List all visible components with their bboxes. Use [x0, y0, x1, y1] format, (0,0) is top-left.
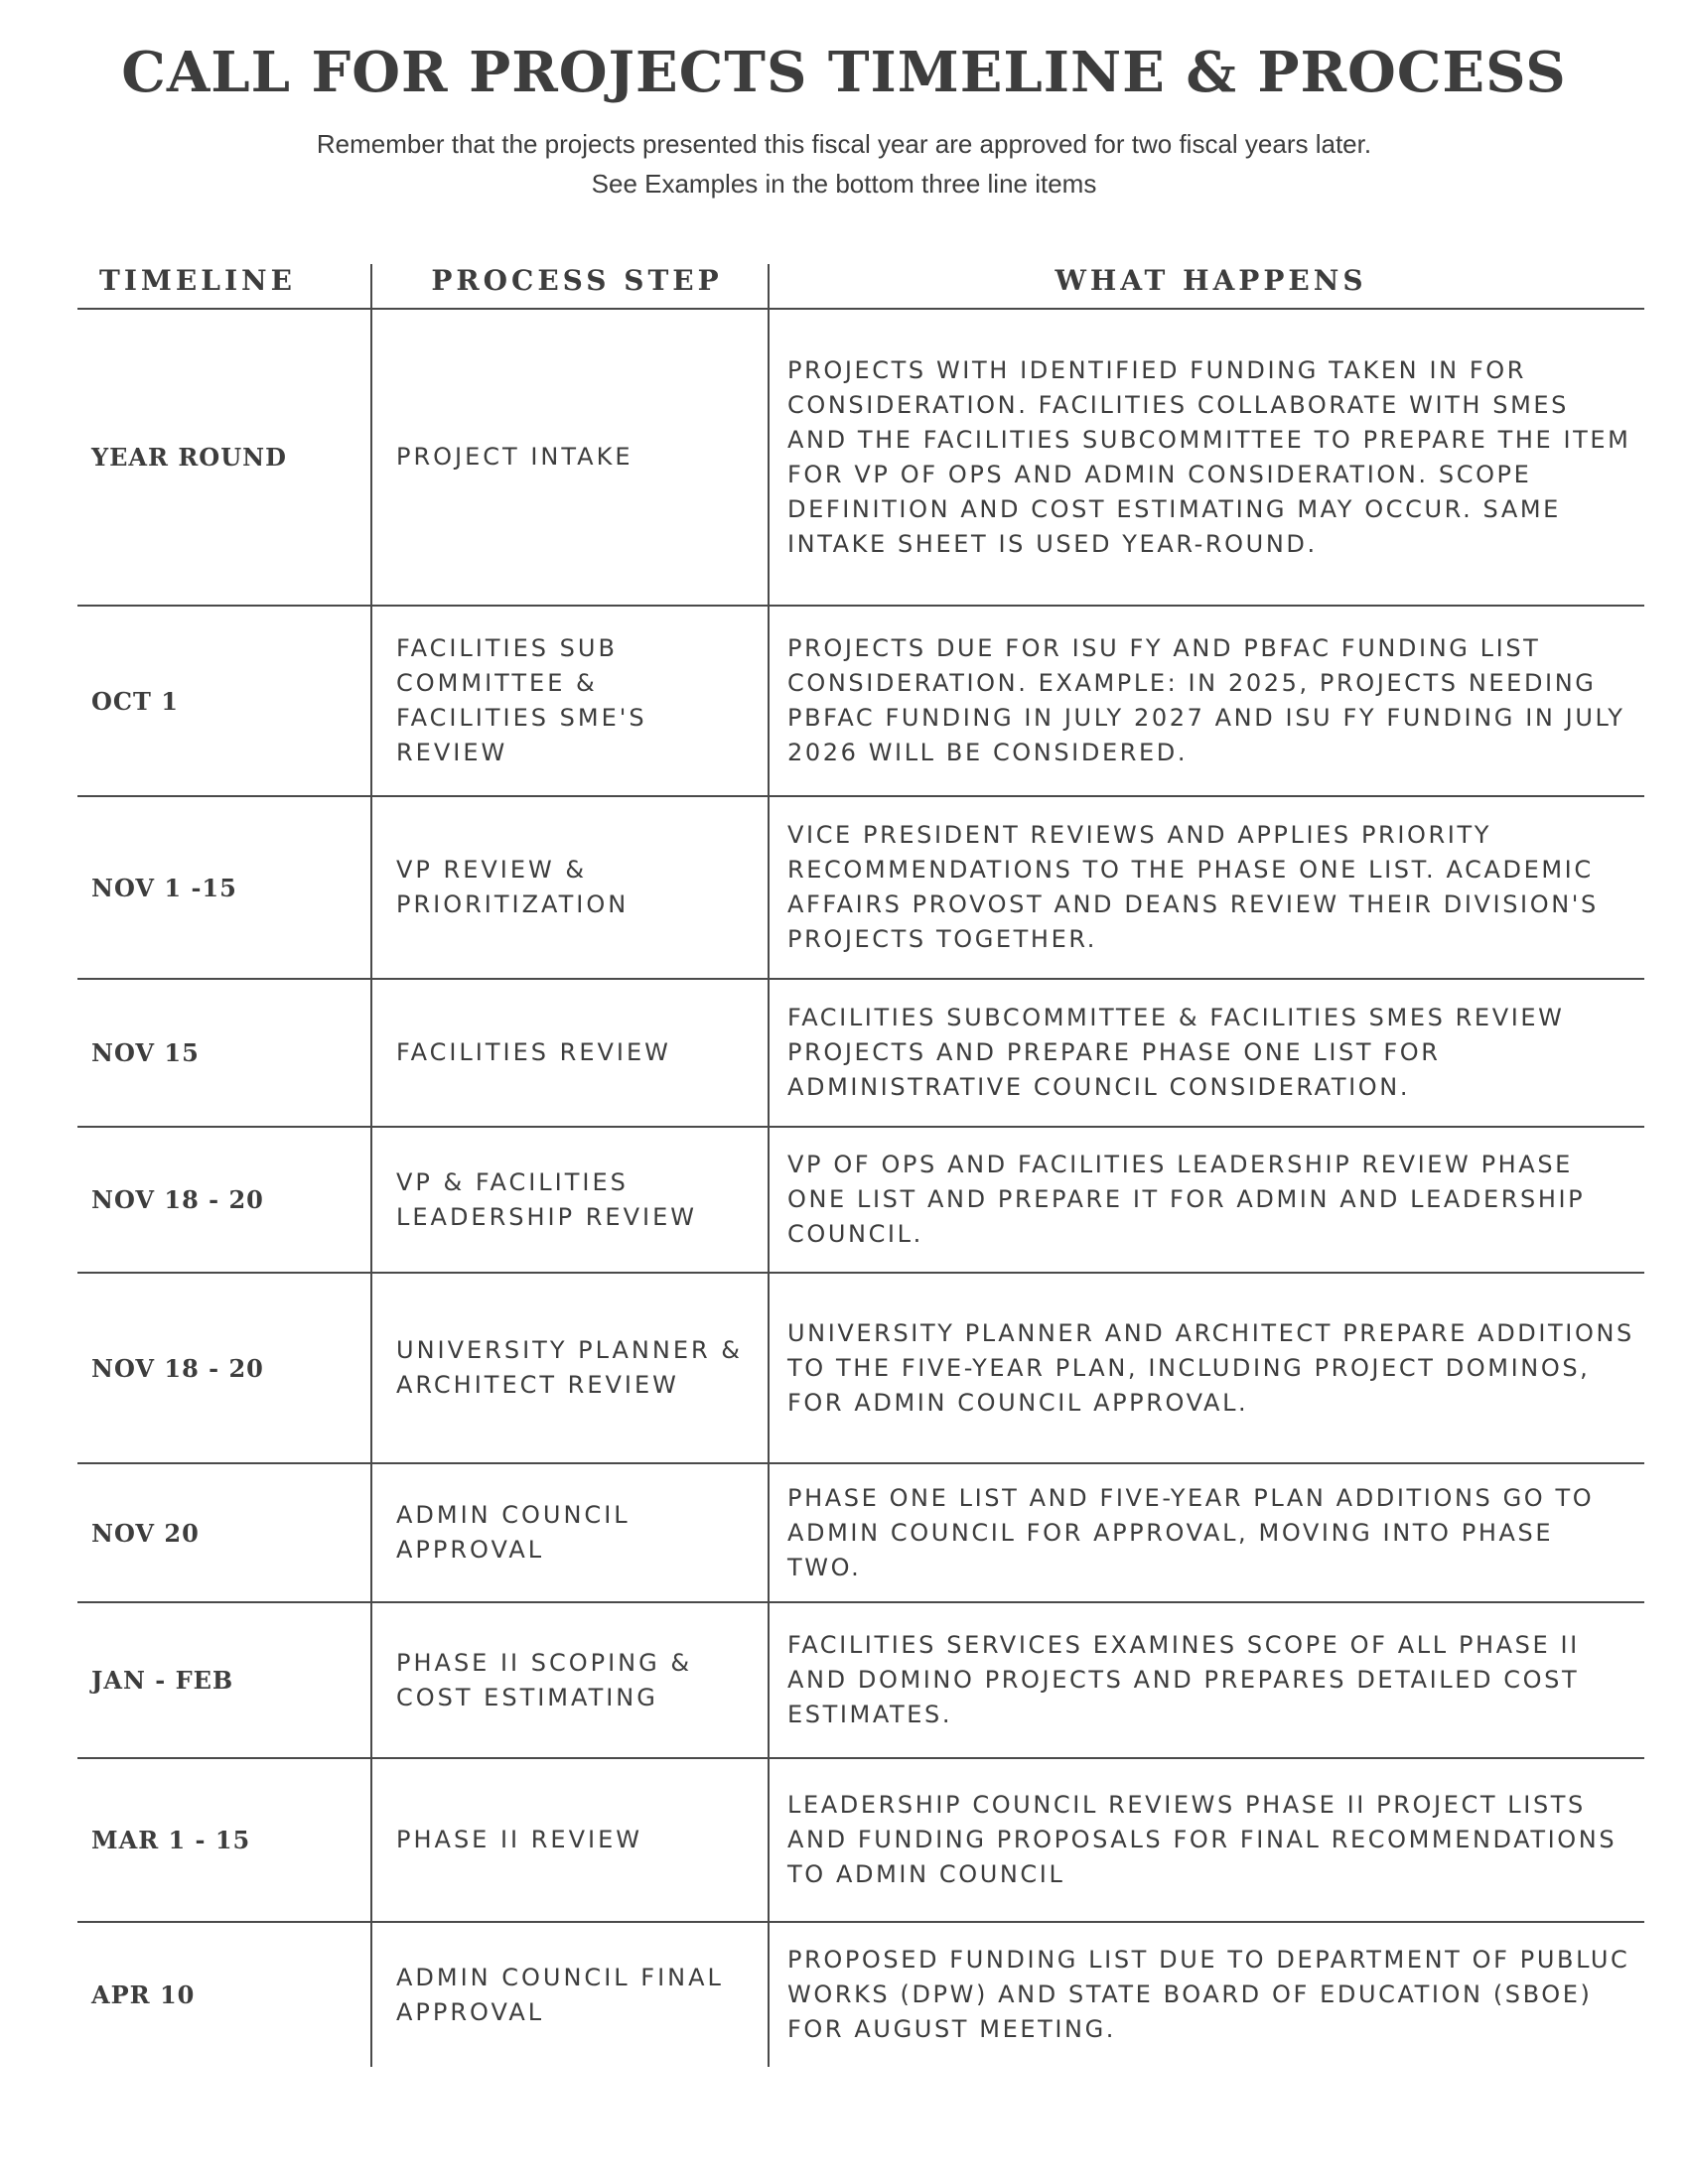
what-happens-cell: PROPOSED FUNDING LIST DUE TO DEPARTMENT OF PUBLUC WORKS (DPW) AND STATE BOARD OF EDUCATION (SBOE) FOR AUGUST MEETING. [787, 1946, 1630, 2043]
timeline-cell: NOV 18 - 20 [91, 1185, 264, 1214]
table-header-row [77, 264, 1644, 310]
timeline-cell: MAR 1 - 15 [91, 1826, 251, 1854]
what-happens-cell: PHASE ONE LIST AND FIVE-YEAR PLAN ADDITIONS GO TO ADMIN COUNCIL FOR APPROVAL, MOVING INTO PHASE TWO. [787, 1483, 1595, 1581]
what-happens-cell: UNIVERSITY PLANNER AND ARCHITECT PREPARE ADDITIONS TO THE FIVE-YEAR PLAN, INCLUDING PROJECT DOMINOS, FOR ADMIN COUNCIL APPROVAL. [787, 1318, 1634, 1417]
timeline-table [77, 264, 1644, 2067]
table-row [77, 1274, 1644, 1464]
process-step-cell: ADMIN COUNCIL FINAL APPROVAL [396, 1963, 724, 2026]
timeline-cell: APR 10 [91, 1980, 196, 2009]
table-row [77, 980, 1644, 1128]
timeline-cell: NOV 15 [91, 1038, 200, 1067]
process-step-cell: VP REVIEW & PRIORITIZATION [396, 856, 630, 918]
process-step-cell: UNIVERSITY PLANNER & ARCHITECT REVIEW [396, 1336, 744, 1399]
timeline-cell: JAN - FEB [91, 1666, 234, 1695]
process-step-cell: ADMIN COUNCIL APPROVAL [396, 1501, 631, 1564]
column-header-process-step: PROCESS STEP [370, 264, 768, 308]
process-step-cell: FACILITIES REVIEW [396, 1038, 671, 1066]
what-happens-cell: FACILITIES SUBCOMMITTEE & FACILITIES SMES REVIEW PROJECTS AND PREPARE PHASE ONE LIST FOR ADMINISTRATIVE COUNCIL CONSIDERATION. [787, 1004, 1565, 1101]
what-happens-cell: PROJECTS WITH IDENTIFIED FUNDING TAKEN IN FOR CONSIDERATION. FACILITIES COLLABORATE WITH SMES AND THE FACILITIES SUBCOMMITTEE TO PREPARE THE ITEM FOR VP OF OPS AND ADMIN CONSIDERATION. SCOPE DEFINITION AND COST ESTIMATING MAY OCCUR. SAME INTAKE SHEET IS USED YEAR-ROUND. [787, 355, 1631, 558]
table-row [77, 797, 1644, 980]
process-step-cell: PROJECT INTAKE [396, 443, 633, 471]
what-happens-cell: FACILITIES SERVICES EXAMINES SCOPE OF ALL PHASE II AND DOMINO PROJECTS AND PREPARES DETAILED COST ESTIMATES. [787, 1631, 1580, 1728]
table-row [77, 607, 1644, 797]
timeline-cell: OCT 1 [91, 686, 179, 716]
table-row [77, 1464, 1644, 1603]
what-happens-cell: LEADERSHIP COUNCIL REVIEWS PHASE II PROJECT LISTS AND FUNDING PROPOSALS FOR FINAL RECOMMENDATIONS TO ADMIN COUNCIL [787, 1791, 1618, 1888]
what-happens-cell: VICE PRESIDENT REVIEWS AND APPLIES PRIORITY RECOMMENDATIONS TO THE PHASE ONE LIST. ACADEMIC AFFAIRS PROVOST AND DEANS REVIEW THEIR DIVISION'S PROJECTS TOGETHER. [787, 821, 1599, 953]
table-row [77, 1128, 1644, 1274]
timeline-cell: NOV 20 [91, 1518, 200, 1548]
column-header-timeline: TIMELINE [99, 264, 296, 297]
process-step-cell: PHASE II REVIEW [396, 1826, 642, 1853]
what-happens-cell: VP OF OPS AND FACILITIES LEADERSHIP REVIEW PHASE ONE LIST AND PREPARE IT FOR ADMIN AND LEADERSHIP COUNCIL. [787, 1151, 1586, 1248]
process-step-cell: PHASE II SCOPING & COST ESTIMATING [396, 1648, 693, 1711]
table-row [77, 1923, 1644, 2067]
timeline-cell: NOV 1 -15 [91, 873, 237, 902]
what-happens-cell: PROJECTS DUE FOR ISU FY AND PBFAC FUNDING LIST CONSIDERATION. EXAMPLE: IN 2025, PROJECTS NEEDING PBFAC FUNDING IN JULY 2027 AND ISU FY FUNDING IN JULY 2026 WILL BE CONSIDERED. [787, 634, 1625, 766]
process-step-cell: VP & FACILITIES LEADERSHIP REVIEW [396, 1167, 697, 1231]
subtitle-line-1: Remember that the projects presented this fiscal year are approved for two fiscal years later. [316, 129, 1372, 159]
timeline-cell: NOV 18 - 20 [91, 1353, 264, 1383]
table-row [77, 310, 1644, 607]
subtitle-line-2: See Examples in the bottom three line items [591, 169, 1097, 199]
process-step-cell: FACILITIES SUB COMMITTEE & FACILITIES SME'S REVIEW [396, 634, 647, 766]
column-header-what-happens: WHAT HAPPENS [768, 264, 1644, 308]
table-row [77, 1759, 1644, 1923]
timeline-cell: YEAR ROUND [91, 443, 287, 472]
table-row [77, 1603, 1644, 1759]
page-title: CALL FOR PROJECTS TIMELINE & PROCESS [121, 40, 1567, 105]
